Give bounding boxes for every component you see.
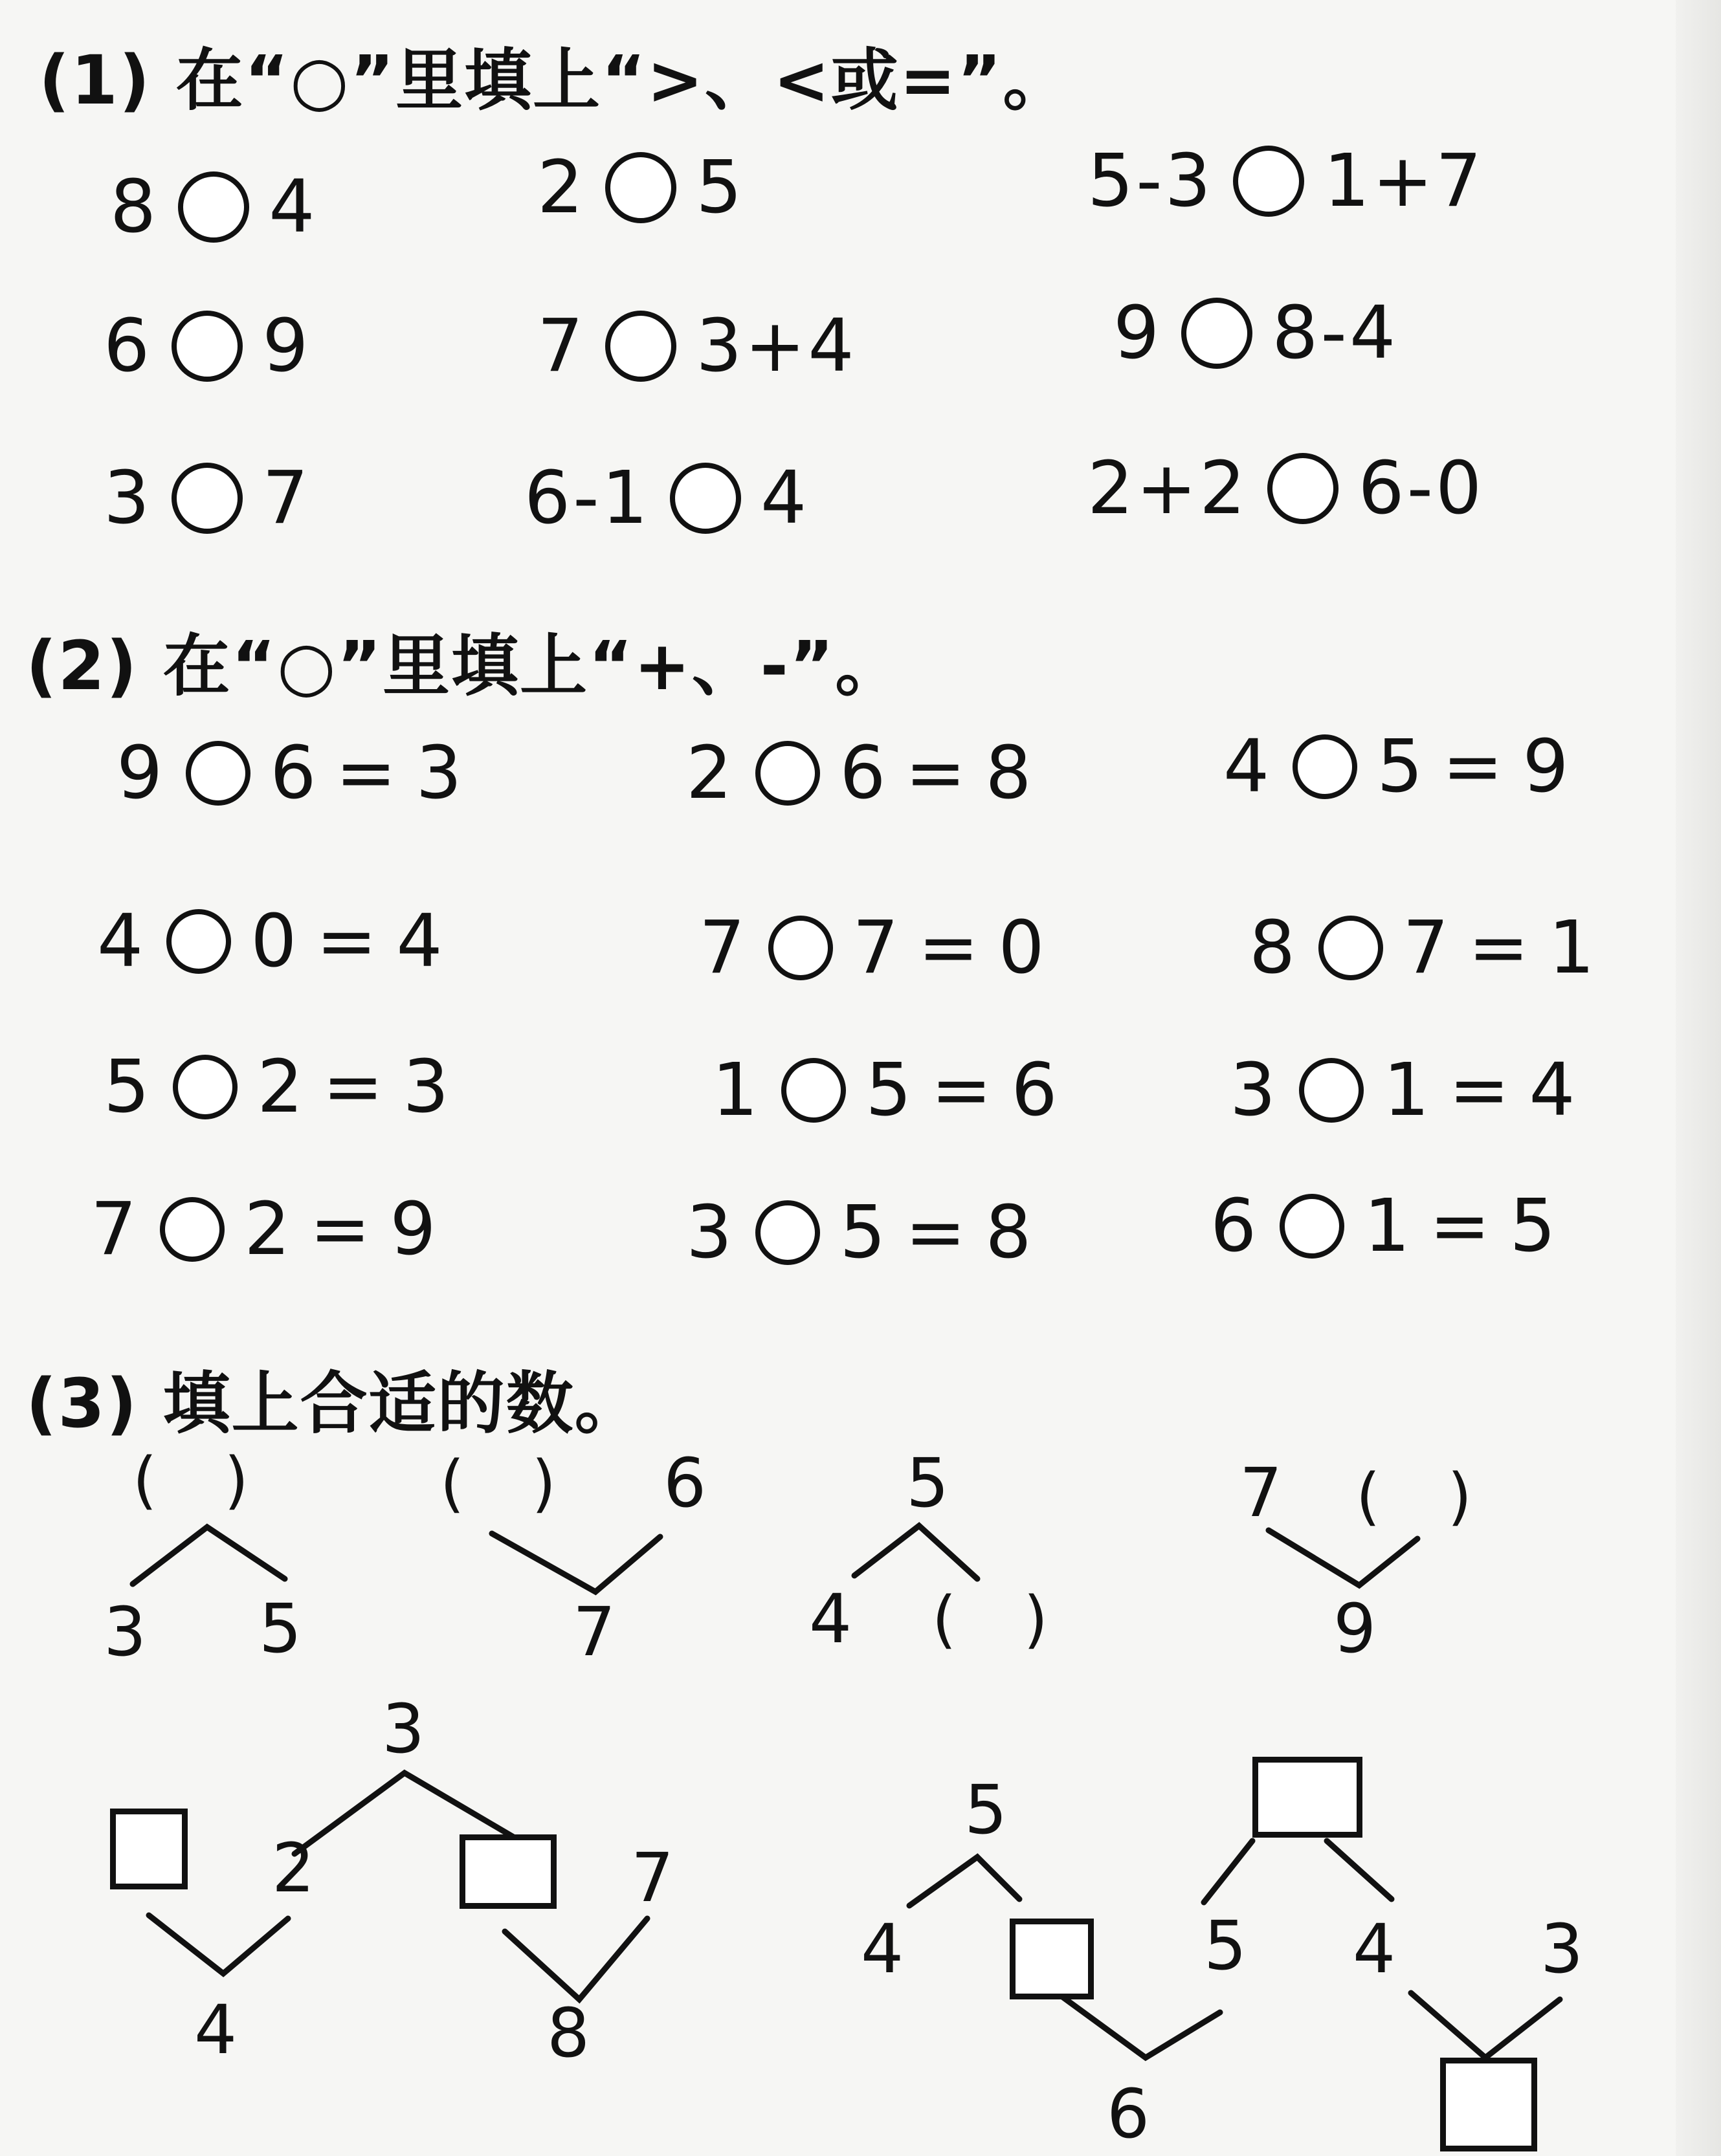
compare-item-7 bbox=[104, 456, 311, 540]
answer-circle[interactable] bbox=[670, 463, 741, 534]
answer-circle[interactable] bbox=[605, 152, 676, 223]
operator-circle[interactable] bbox=[781, 1058, 846, 1123]
operand-a: 7 bbox=[91, 1187, 141, 1271]
result: 0 bbox=[998, 906, 1049, 990]
operand-b: 6 bbox=[270, 731, 320, 815]
chain2-bottom: 6 bbox=[1107, 2074, 1150, 2153]
operand-b: 7 bbox=[852, 906, 903, 990]
answer-circle[interactable] bbox=[1233, 146, 1304, 217]
section2-title: (2) 在“○”里填上“+、-”。 bbox=[26, 626, 904, 705]
equals-sign: = bbox=[1449, 1048, 1514, 1132]
operand-a: 2 bbox=[686, 731, 737, 815]
operand-b: 1 bbox=[1383, 1048, 1434, 1132]
compare-left: 2 bbox=[537, 146, 586, 230]
compare-left: 8 bbox=[110, 165, 159, 249]
result: 9 bbox=[1522, 725, 1573, 809]
compare-item-5 bbox=[537, 304, 857, 388]
equals-sign: = bbox=[1429, 1184, 1494, 1268]
operator-circle[interactable] bbox=[1293, 734, 1357, 799]
operand-b: 5 bbox=[839, 1191, 890, 1275]
equation-12 bbox=[1210, 1184, 1560, 1268]
compare-item-4 bbox=[104, 304, 311, 388]
operator-circle[interactable] bbox=[160, 1197, 225, 1262]
equation-2 bbox=[686, 731, 1036, 815]
compare-right: 9 bbox=[262, 304, 311, 388]
equation-5 bbox=[699, 906, 1049, 990]
tree2-top-right: 6 bbox=[663, 1444, 707, 1523]
answer-circle[interactable] bbox=[178, 171, 249, 243]
tree1-a: 3 bbox=[104, 1592, 147, 1671]
answer-circle[interactable] bbox=[605, 311, 676, 382]
equals-sign: = bbox=[1468, 906, 1533, 990]
compare-right: 5 bbox=[696, 146, 745, 230]
equals-sign: = bbox=[309, 1187, 375, 1271]
answer-circle[interactable] bbox=[1181, 298, 1252, 369]
equation-11 bbox=[686, 1191, 1036, 1275]
equation-1 bbox=[117, 731, 466, 815]
compare-right: 3+4 bbox=[696, 304, 857, 388]
result: 3 bbox=[416, 731, 466, 815]
compare-item-1 bbox=[110, 165, 318, 249]
chain2-mid2: 4 bbox=[1353, 1909, 1396, 1988]
chain2-right: 3 bbox=[1540, 1909, 1584, 1988]
answer-box[interactable] bbox=[110, 1809, 188, 1889]
operand-a: 5 bbox=[104, 1045, 154, 1129]
result: 8 bbox=[985, 731, 1036, 815]
equals-sign: = bbox=[905, 1191, 970, 1275]
operator-circle[interactable] bbox=[186, 741, 250, 806]
result: 4 bbox=[396, 899, 447, 984]
operand-b: 1 bbox=[1364, 1184, 1414, 1268]
operand-a: 3 bbox=[686, 1191, 737, 1275]
compare-item-6 bbox=[1113, 291, 1398, 375]
tree2-bottom: 7 bbox=[573, 1592, 616, 1671]
answer-circle[interactable] bbox=[172, 463, 243, 534]
tree4-bottom: 9 bbox=[1333, 1589, 1377, 1668]
blank-paren[interactable]: ( ) bbox=[932, 1583, 1050, 1656]
operand-a: 1 bbox=[712, 1048, 762, 1132]
operator-circle[interactable] bbox=[173, 1055, 238, 1119]
result: 6 bbox=[1011, 1048, 1061, 1132]
compare-left: 2+2 bbox=[1087, 446, 1249, 531]
compare-item-3 bbox=[1087, 139, 1484, 223]
operand-a: 9 bbox=[117, 731, 167, 815]
equation-4 bbox=[97, 899, 447, 984]
section1-title: (1) 在“○”里填上“>、<或=”。 bbox=[39, 41, 1072, 120]
equation-10 bbox=[91, 1187, 440, 1271]
operator-circle[interactable] bbox=[1318, 916, 1383, 980]
compare-right: 4 bbox=[760, 456, 810, 540]
equals-sign: = bbox=[335, 731, 401, 815]
compare-left: 5-3 bbox=[1087, 139, 1214, 223]
blank-paren[interactable]: ( ) bbox=[440, 1447, 559, 1520]
section3-title: (3) 填上合适的数。 bbox=[26, 1364, 643, 1443]
chain2-mid: 5 bbox=[1204, 1906, 1247, 1985]
operator-circle[interactable] bbox=[166, 909, 231, 974]
chain2-top: 5 bbox=[964, 1770, 1008, 1849]
operator-circle[interactable] bbox=[1299, 1058, 1364, 1123]
chain1-top: 3 bbox=[382, 1689, 425, 1768]
result: 9 bbox=[390, 1187, 440, 1271]
result: 1 bbox=[1548, 906, 1599, 990]
operand-a: 6 bbox=[1210, 1184, 1261, 1268]
answer-circle[interactable] bbox=[1267, 453, 1338, 524]
answer-box[interactable] bbox=[460, 1834, 557, 1909]
equation-7 bbox=[104, 1045, 453, 1129]
operand-a: 8 bbox=[1249, 906, 1300, 990]
operand-b: 7 bbox=[1403, 906, 1453, 990]
compare-left: 3 bbox=[104, 456, 153, 540]
operand-a: 7 bbox=[699, 906, 749, 990]
operand-b: 0 bbox=[250, 899, 301, 984]
operand-b: 6 bbox=[839, 731, 890, 815]
result: 8 bbox=[985, 1191, 1036, 1275]
operand-a: 4 bbox=[97, 899, 148, 984]
equals-sign: = bbox=[1442, 725, 1507, 809]
compare-left: 7 bbox=[537, 304, 586, 388]
compare-left: 9 bbox=[1113, 291, 1162, 375]
result: 3 bbox=[403, 1045, 453, 1129]
answer-box[interactable] bbox=[1010, 1919, 1094, 1999]
tree3-left: 4 bbox=[809, 1579, 852, 1658]
compare-right: 7 bbox=[262, 456, 311, 540]
operator-circle[interactable] bbox=[1280, 1194, 1344, 1259]
equals-sign: = bbox=[316, 899, 381, 984]
answer-box[interactable] bbox=[1440, 2058, 1537, 2151]
compare-left: 6 bbox=[104, 304, 153, 388]
compare-left: 6-1 bbox=[524, 456, 650, 540]
operand-b: 5 bbox=[1377, 725, 1427, 809]
compare-right: 4 bbox=[269, 165, 318, 249]
operand-a: 3 bbox=[1230, 1048, 1280, 1132]
equation-3 bbox=[1223, 725, 1573, 809]
tree1-b: 5 bbox=[259, 1589, 302, 1668]
equals-sign: = bbox=[931, 1048, 996, 1132]
tree3-top: 5 bbox=[906, 1444, 949, 1523]
chain1-mid-left: 2 bbox=[272, 1829, 315, 1908]
operand-a: 4 bbox=[1223, 725, 1274, 809]
equation-6 bbox=[1249, 906, 1599, 990]
compare-item-2 bbox=[537, 146, 745, 230]
equals-sign: = bbox=[918, 906, 983, 990]
operator-circle[interactable] bbox=[755, 1200, 820, 1265]
paper-edge bbox=[1676, 0, 1721, 2156]
compare-right: 6-0 bbox=[1358, 446, 1485, 531]
chain1-mid-right: 7 bbox=[631, 1838, 674, 1917]
answer-box[interactable] bbox=[1252, 1757, 1362, 1838]
equation-8 bbox=[712, 1048, 1061, 1132]
equals-sign: = bbox=[322, 1045, 388, 1129]
tree4-top-left: 7 bbox=[1239, 1453, 1283, 1532]
blank-paren[interactable]: ( ) bbox=[1356, 1460, 1474, 1533]
equation-9 bbox=[1230, 1048, 1579, 1132]
operand-b: 2 bbox=[244, 1187, 294, 1271]
answer-circle[interactable] bbox=[172, 311, 243, 382]
chain2-left: 4 bbox=[861, 1909, 904, 1988]
result: 4 bbox=[1529, 1048, 1579, 1132]
compare-item-8 bbox=[524, 456, 809, 540]
chain1-bottom-right: 8 bbox=[547, 1994, 590, 2073]
operand-b: 2 bbox=[257, 1045, 307, 1129]
compare-item-9 bbox=[1087, 446, 1484, 531]
result: 5 bbox=[1509, 1184, 1560, 1268]
operator-circle[interactable] bbox=[755, 741, 820, 806]
blank-paren[interactable]: ( ) bbox=[133, 1444, 251, 1517]
compare-right: 8-4 bbox=[1272, 291, 1399, 375]
chain1-bottom-left: 4 bbox=[194, 1990, 238, 2069]
operand-b: 5 bbox=[865, 1048, 916, 1132]
operator-circle[interactable] bbox=[768, 916, 833, 980]
compare-right: 1+7 bbox=[1323, 139, 1485, 223]
equals-sign: = bbox=[905, 731, 970, 815]
